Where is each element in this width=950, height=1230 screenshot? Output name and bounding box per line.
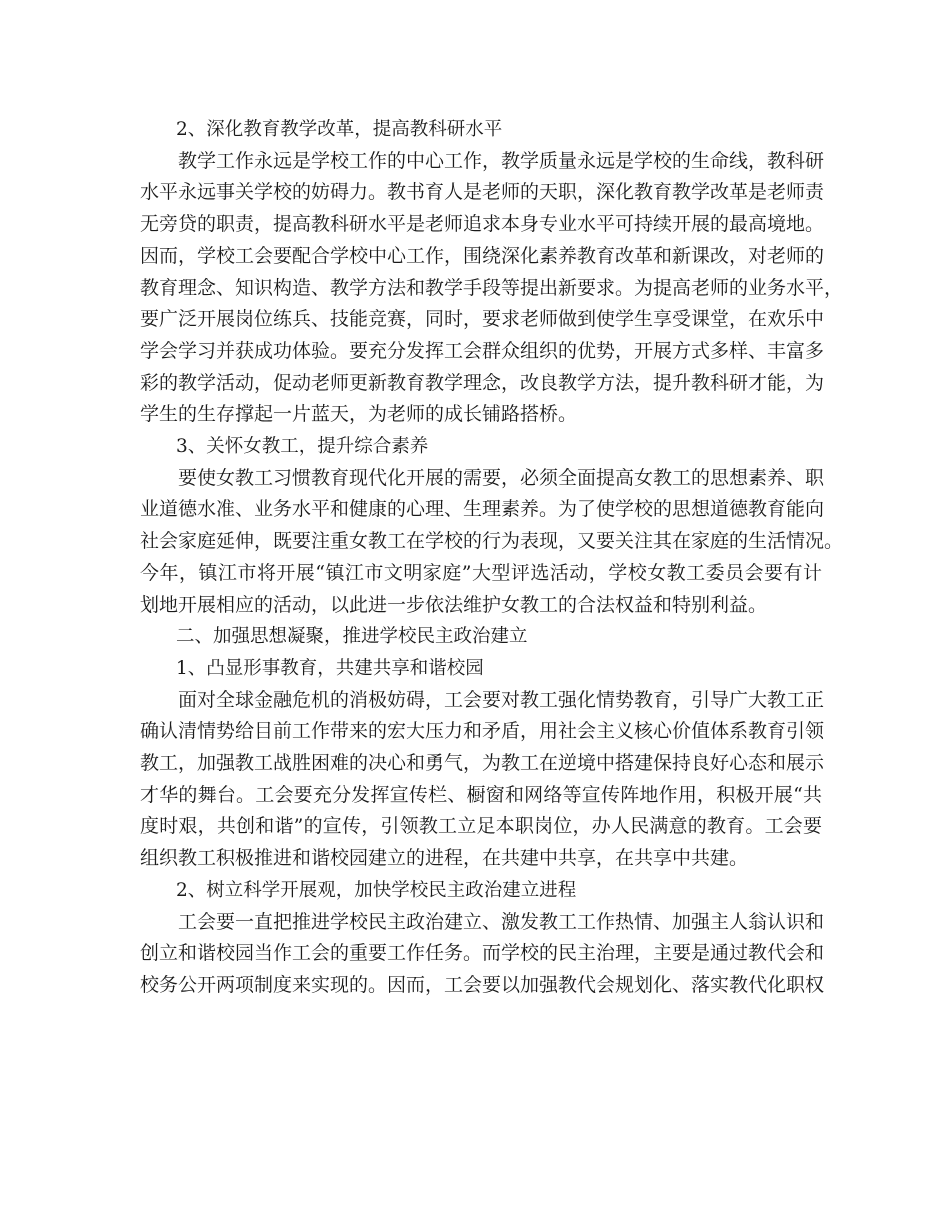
section-heading-3-1: 3、关怀女教工，提升综合素养 bbox=[176, 436, 429, 458]
section-heading-2-1: 2、深化教育教学改革，提高教科研水平 bbox=[176, 119, 503, 140]
text-line: 无旁贷的职责，提高教科研水平是老师追求本身专业水平可持续开展的最高境地。 bbox=[140, 213, 825, 236]
text-line: 划地开展相应的活动，以此进一步依法维护女教工的合法权益和特别利益。 bbox=[140, 593, 768, 616]
section-heading-2-2: 2、树立科学开展观，加快学校民主政治建立进程 bbox=[176, 879, 577, 901]
text-line: 确认清情势给目前工作带来的宏大压力和矛盾，用社会主义核心价值体系教育引领 bbox=[140, 720, 825, 743]
text-line: 度时艰，共创和谐”的宣传，引领教工立足本职岗位，办人民满意的教育。工会要 bbox=[140, 815, 822, 838]
text-line: 学会学习并获成功体验。要充分发挥工会群众组织的优势，开展方式多样、丰富多 bbox=[140, 339, 825, 362]
text-line: 面对全球金融危机的消极妨碍，工会要对教工强化情势教育，引导广大教工正 bbox=[178, 688, 825, 711]
text-line: 创立和谐校园当作工会的重要工作任务。而学校的民主治理，主要是通过教代会和 bbox=[140, 942, 825, 965]
text-line: 要广泛开展岗位练兵、技能竞赛，同时，要求老师做到使学生享受课堂，在欢乐中 bbox=[140, 308, 825, 331]
text-line: 今年，镇江市将开展“镇江市文明家庭”大型评选活动，学校女教工委员会要有计 bbox=[140, 561, 822, 584]
section-heading-part-2: 二、加强思想凝聚，推进学校民主政治建立 bbox=[176, 626, 528, 648]
text-line: 组织教工积极推进和谐校园建立的进程，在共建中共享，在共享中共建。 bbox=[140, 847, 749, 870]
text-line: 要使女教工习惯教育现代化开展的需要，必须全面提高女教工的思想素养、职 bbox=[178, 466, 825, 489]
paragraph-female-staff bbox=[140, 463, 844, 622]
text-line: 学生的生存撑起一片蓝天，为老师的成长铺路搭桥。 bbox=[140, 403, 578, 426]
paragraph-democratic-governance bbox=[140, 907, 825, 1002]
text-line: 业道德水准、业务水平和健康的心理、生理素养。为了使学校的思想道德教育能向 bbox=[140, 498, 825, 521]
text-line: 社会家庭延伸，既要注重女教工在学校的行为表现，又要关注其在家庭的生活情况。 bbox=[140, 530, 844, 553]
text-line: 彩的教学活动，促动老师更新教育教学理念，改良教学方法，提升教科研才能，为 bbox=[140, 371, 825, 394]
text-line: 校务公开两项制度来实现的。因而，工会要以加强教代会规划化、落实教代化职权 bbox=[140, 973, 825, 996]
section-heading-1-2: 1、凸显形事教育，共建共享和谐校园 bbox=[176, 657, 484, 679]
text-line: 教学工作永远是学校工作的中心工作，教学质量永远是学校的生命线，教科研 bbox=[178, 149, 825, 172]
text-line: 教工，加强教工战胜困难的决心和勇气，为教工在逆境中搭建保持良好心态和展示 bbox=[140, 752, 825, 775]
text-line: 水平永远事关学校的妨碍力。教书育人是老师的天职，深化教育教学改革是老师责 bbox=[140, 181, 825, 204]
text-line: 因而，学校工会要配合学校中心工作，围绕深化素养教育改革和新课改，对老师的 bbox=[140, 244, 825, 267]
text-line: 教育理念、知识构造、教学方法和教学手段等提出新要求。为提高老师的业务水平， bbox=[140, 276, 844, 299]
text-line: 工会要一直把推进学校民主政治建立、激发教工工作热情、加强主人翁认识和 bbox=[178, 910, 825, 933]
document-page bbox=[140, 114, 844, 1002]
paragraph-teaching-reform bbox=[140, 146, 844, 431]
paragraph-situation-education bbox=[140, 685, 825, 875]
text-line: 才华的舞台。工会要充分发挥宣传栏、橱窗和网络等宣传阵地作用，积极开展“共 bbox=[140, 783, 822, 806]
